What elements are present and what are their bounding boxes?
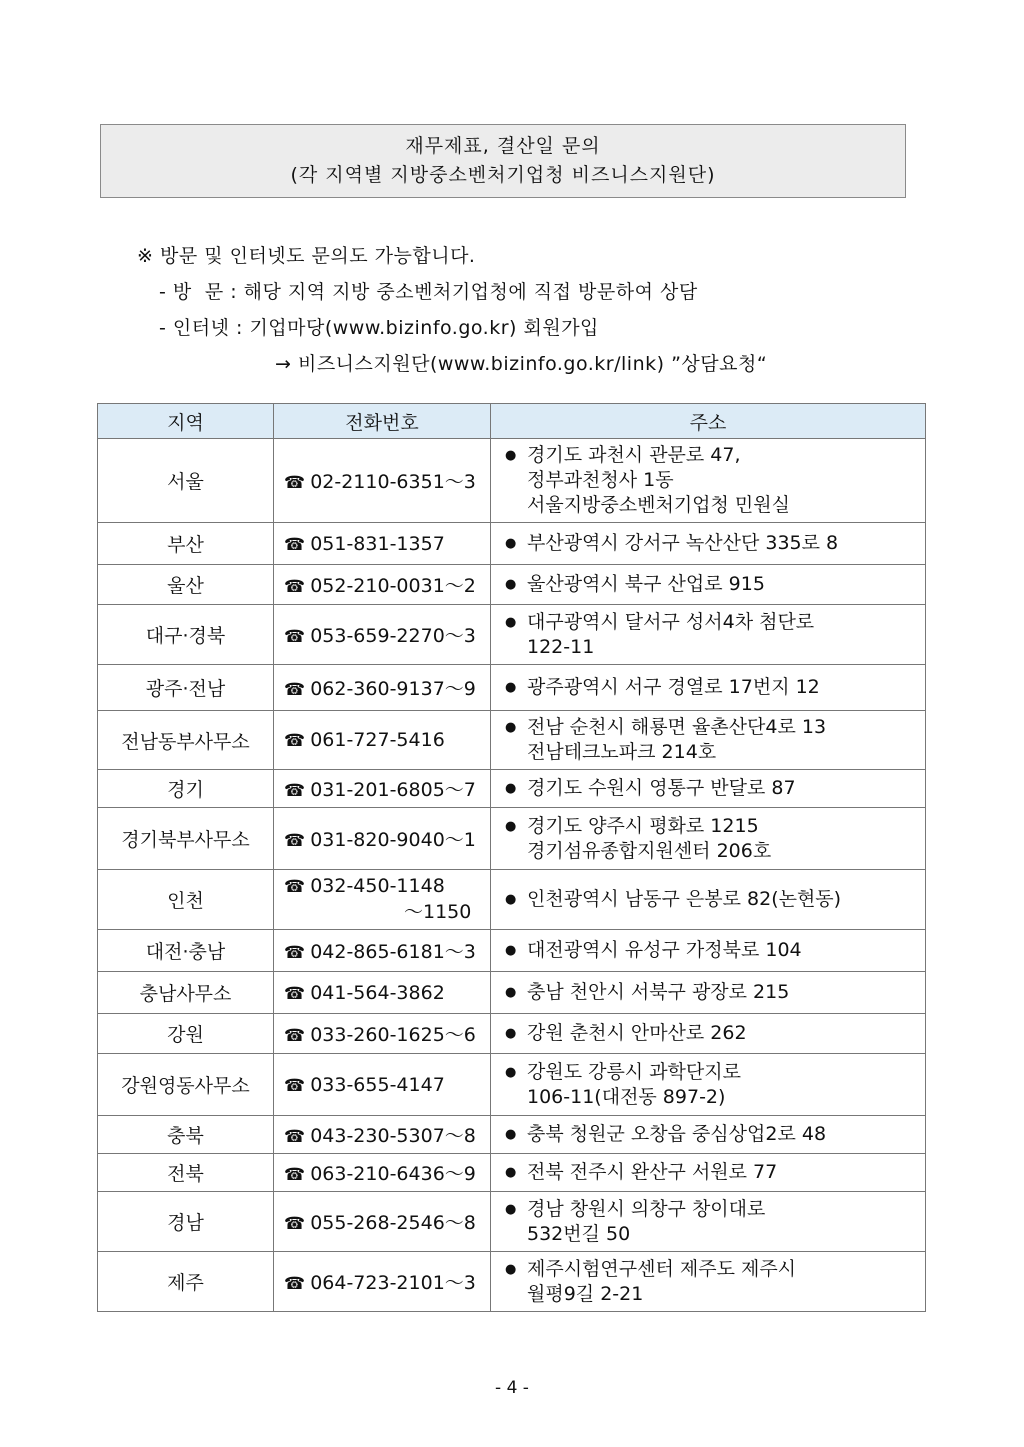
address-cell (491, 1192, 926, 1252)
address-cell (491, 770, 926, 808)
bullet-dot-icon: ● (505, 614, 517, 630)
phone-number-range: ～1150 (404, 901, 472, 923)
region-cell: 광주·전남 (98, 665, 274, 711)
address-text: 충북 청원군 오창읍 중심상업2로 48 (527, 1123, 827, 1145)
telephone-icon: ☎ (284, 627, 306, 647)
table-row (98, 1154, 926, 1192)
table-row (98, 1014, 926, 1054)
bullet-dot-icon: ● (505, 818, 517, 834)
phone-cell (274, 1014, 491, 1054)
address-text: 강원 춘천시 안마산로 262 (527, 1022, 747, 1044)
telephone-icon: ☎ (284, 680, 306, 700)
table-row (98, 930, 926, 972)
phone-cell (274, 665, 491, 711)
region-cell: 인천 (98, 870, 274, 930)
note-line-3: - 인터넷 : 기업마당(www.bizinfo.go.kr) 회원가입 (159, 317, 599, 339)
address-text: 충남 천안시 서북구 광장로 215 (527, 981, 790, 1003)
region-cell: 서울 (98, 439, 274, 523)
region-cell: 울산 (98, 565, 274, 605)
address-text: 제주시험연구센터 제주도 제주시 월평9길 2-21 (527, 1257, 797, 1305)
address-text: 인천광역시 남동구 은봉로 82(논현동) (527, 888, 842, 910)
bullet-dot-icon: ● (505, 1165, 517, 1180)
title-line-2: (각 지역별 지방중소벤처기업청 비즈니스지원단) (290, 164, 716, 186)
region-cell: 충북 (98, 1116, 274, 1154)
address-cell (491, 1116, 926, 1154)
notes-section (137, 240, 767, 384)
phone-cell (274, 1192, 491, 1252)
address-text: 경기도 수원시 영통구 반달로 87 (527, 777, 796, 799)
phone-number: 033-260-1625～6 (310, 1024, 476, 1046)
phone-cell (274, 439, 491, 523)
bullet-dot-icon: ● (505, 680, 517, 695)
region-cell: 경남 (98, 1192, 274, 1252)
telephone-icon: ☎ (284, 781, 306, 801)
telephone-icon: ☎ (284, 1026, 306, 1046)
address-cell (491, 711, 926, 770)
bullet-dot-icon: ● (505, 943, 517, 958)
address-text: 대구광역시 달서구 성서4차 첨단로 122-11 (527, 610, 815, 658)
phone-cell (274, 808, 491, 870)
address-cell (491, 930, 926, 972)
address-cell (491, 1014, 926, 1054)
telephone-icon: ☎ (284, 943, 306, 963)
table-row (98, 711, 926, 770)
address-cell (491, 523, 926, 565)
address-text: 경남 창원시 의창구 창이대로 532번길 50 (527, 1197, 766, 1245)
header-region: 지역 (98, 404, 274, 439)
table-row (98, 1116, 926, 1154)
address-text: 전남 순천시 해룡면 율촌산단4로 13 전남테크노파크 214호 (527, 716, 827, 763)
phone-number: 051-831-1357 (310, 532, 445, 555)
region-cell: 강원 (98, 1014, 274, 1054)
phone-number: 042-865-6181～3 (310, 941, 476, 963)
phone-cell (274, 1116, 491, 1154)
phone-number: 031-820-9040～1 (310, 829, 476, 851)
phone-number: 031-201-6805～7 (310, 779, 476, 801)
table-row (98, 605, 926, 665)
phone-cell (274, 972, 491, 1014)
bullet-dot-icon: ● (505, 1026, 517, 1041)
bullet-dot-icon: ● (505, 1261, 517, 1277)
region-cell: 경기북부사무소 (98, 808, 274, 870)
phone-number: 043-230-5307～8 (310, 1125, 476, 1147)
region-cell: 대구·경북 (98, 605, 274, 665)
address-cell (491, 870, 926, 930)
region-cell: 강원영동사무소 (98, 1054, 274, 1116)
title-box (100, 124, 906, 198)
bullet-dot-icon: ● (505, 1201, 517, 1217)
telephone-icon: ☎ (284, 577, 306, 597)
bullet-dot-icon: ● (505, 1127, 517, 1142)
address-cell (491, 808, 926, 870)
phone-cell (274, 1252, 491, 1312)
phone-cell (274, 870, 491, 930)
region-cell: 전북 (98, 1154, 274, 1192)
phone-cell (274, 711, 491, 770)
phone-number: 052-210-0031～2 (310, 575, 476, 597)
table-row (98, 1054, 926, 1116)
table-row (98, 870, 926, 930)
contact-table (97, 403, 926, 1312)
telephone-icon: ☎ (284, 473, 306, 493)
table-row (98, 665, 926, 711)
bullet-dot-icon: ● (505, 577, 517, 592)
phone-number: 032-450-1148 (310, 875, 445, 897)
telephone-icon: ☎ (284, 1214, 306, 1234)
telephone-icon: ☎ (284, 983, 306, 1004)
table-row (98, 1252, 926, 1312)
address-text: 울산광역시 북구 산업로 915 (527, 573, 765, 595)
phone-cell (274, 523, 491, 565)
bullet-dot-icon: ● (505, 781, 517, 796)
address-text: 경기도 양주시 평화로 1215 경기섬유종합지원센터 206호 (527, 814, 772, 862)
telephone-icon: ☎ (284, 731, 306, 751)
address-cell (491, 665, 926, 711)
table-row (98, 972, 926, 1014)
region-cell: 대전·충남 (98, 930, 274, 972)
table-row (98, 523, 926, 565)
address-text: 경기도 과천시 관문로 47, 정부과천청사 1동 서울지방중소벤처기업청 민원실 (527, 444, 790, 516)
phone-number: 033-655-4147 (310, 1073, 445, 1096)
phone-number: 055-268-2546～8 (310, 1212, 476, 1234)
phone-cell (274, 1154, 491, 1192)
phone-number: 02-2110-6351～3 (310, 471, 476, 493)
address-text: 부산광역시 강서구 녹산산단 335로 8 (527, 532, 839, 554)
table-row (98, 1192, 926, 1252)
address-cell (491, 605, 926, 665)
phone-number: 064-723-2101～3 (310, 1272, 476, 1294)
address-cell (491, 972, 926, 1014)
address-cell (491, 439, 926, 523)
bullet-dot-icon: ● (505, 892, 517, 907)
address-cell (491, 1154, 926, 1192)
phone-number: 063-210-6436～9 (310, 1163, 476, 1185)
title-line-1: 재무제표, 결산일 문의 (405, 135, 601, 157)
phone-number: 053-659-2270～3 (310, 625, 476, 647)
phone-number: 041-564-3862 (310, 981, 445, 1004)
address-text: 대전광역시 유성구 가정북로 104 (527, 939, 802, 961)
region-cell: 경기 (98, 770, 274, 808)
bullet-dot-icon: ● (505, 1064, 517, 1080)
page-number: - 4 - (495, 1378, 529, 1398)
header-address: 주소 (491, 404, 926, 439)
region-cell: 전남동부사무소 (98, 711, 274, 770)
note-line-2: - 방 문 : 해당 지역 지방 중소벤처기업청에 직접 방문하여 상담 (159, 281, 698, 303)
region-cell: 부산 (98, 523, 274, 565)
bullet-dot-icon: ● (505, 448, 517, 463)
address-cell (491, 1054, 926, 1116)
address-text: 강원도 강릉시 과학단지로 106-11(대전동 897-2) (527, 1060, 741, 1108)
bullet-dot-icon: ● (505, 536, 517, 551)
header-phone: 전화번호 (274, 404, 491, 439)
region-cell: 제주 (98, 1252, 274, 1312)
phone-number: 062-360-9137～9 (310, 678, 476, 700)
table-row (98, 565, 926, 605)
telephone-icon: ☎ (284, 831, 306, 851)
address-cell (491, 565, 926, 605)
phone-cell (274, 565, 491, 605)
region-cell: 충남사무소 (98, 972, 274, 1014)
address-cell (491, 1252, 926, 1312)
phone-cell (274, 1054, 491, 1116)
bullet-dot-icon: ● (505, 720, 517, 735)
address-text: 전북 전주시 완산구 서원로 77 (527, 1161, 778, 1183)
note-line-1: ※ 방문 및 인터넷도 문의도 가능합니다. (137, 245, 476, 267)
phone-cell (274, 605, 491, 665)
telephone-icon: ☎ (284, 1274, 306, 1294)
bullet-dot-icon: ● (505, 985, 517, 1000)
telephone-icon: ☎ (284, 1127, 306, 1147)
phone-number: 061-727-5416 (310, 729, 445, 751)
table-header-row (98, 404, 926, 439)
telephone-icon: ☎ (284, 877, 306, 897)
telephone-icon: ☎ (284, 1075, 306, 1096)
table-row (98, 808, 926, 870)
note-line-4: → 비즈니스지원단(www.bizinfo.go.kr/link) ”상담요청“ (275, 353, 768, 375)
phone-cell (274, 930, 491, 972)
phone-cell (274, 770, 491, 808)
address-text: 광주광역시 서구 경열로 17번지 12 (527, 676, 820, 698)
telephone-icon: ☎ (284, 1165, 306, 1185)
table-row (98, 439, 926, 523)
telephone-icon: ☎ (284, 534, 306, 555)
table-row (98, 770, 926, 808)
